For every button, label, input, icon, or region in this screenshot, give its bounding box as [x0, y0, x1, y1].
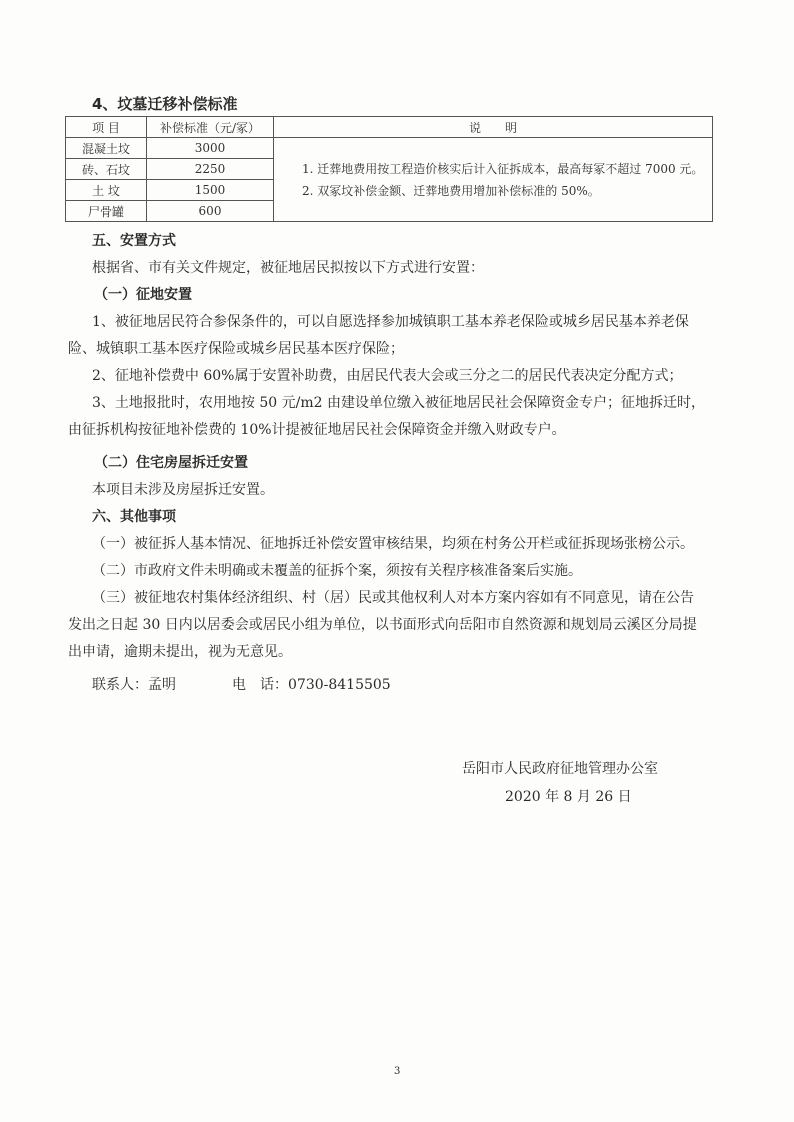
- paragraph: （二）市政府文件未明确或未覆盖的征拆个案，须按有关程序核准备案后实施。: [92, 563, 582, 579]
- paragraph: 1、被征地居民符合参保条件的，可以自愿选择参加城镇职工基本养老保险或城乡居民基本养老保: [92, 314, 689, 330]
- row-item: 砖、石坟: [66, 159, 147, 180]
- page-number: 3: [394, 1066, 401, 1077]
- paragraph: 由征拆机构按征地补偿费的 10%计提被征地居民社会保障资金并缴入财政专户。: [68, 422, 566, 438]
- paragraph: 本项目未涉及房屋拆迁安置。: [92, 482, 274, 498]
- note-2: 2. 双冢坟补偿金额、迁葬地费用增加补偿标准的 50%。: [302, 183, 600, 198]
- row-item: 土 坟: [66, 180, 147, 201]
- notes-cell: [274, 138, 713, 222]
- signature-org: 岳阳市人民政府征地管理办公室: [462, 761, 658, 777]
- paragraph: （三）被征地农村集体经济组织、村（居）民或其他权利人对本方案内容如有不同意见，请在公告: [92, 590, 694, 606]
- row-value: 2250: [147, 159, 274, 180]
- paragraph: 出申请，逾期未提出，视为无意见。: [68, 644, 292, 660]
- row-value: 600: [147, 201, 274, 222]
- subsection-heading: （一）征地安置: [94, 287, 192, 303]
- table-title: 4、坟墓迁移补偿标准: [92, 95, 238, 113]
- row-value: 3000: [147, 138, 274, 159]
- paragraph: 险、城镇职工基本医疗保险或城乡居民基本医疗保险；: [68, 341, 404, 357]
- paragraph: 2、征地补偿费中 60%属于安置补助费，由居民代表大会或三分之二的居民代表决定分配方式；: [92, 368, 683, 384]
- section-heading: 六、其他事项: [92, 509, 176, 525]
- paragraph: 根据省、市有关文件规定，被征地居民拟按以下方式进行安置：: [92, 260, 484, 276]
- paragraph: （一）被征拆人基本情况、征地拆迁补偿安置审核结果，均须在村务公开栏或征拆现场张榜公示。: [92, 536, 694, 552]
- header-notes: 说 明: [274, 117, 713, 138]
- contact-line: 联系人：孟明 电 话：0730-8415505: [92, 677, 391, 693]
- paragraph: 3、土地报批时，农用地按 50 元/m2 由建设单位缴入被征地居民社会保障资金专户；征地拆迁时，: [92, 395, 705, 411]
- table-header-row: [66, 117, 713, 138]
- header-item: 项 目: [66, 117, 147, 138]
- table-row: [66, 138, 713, 159]
- note-1: 1. 迁葬地费用按工程造价核实后计入征拆成本，最高每冢不超过 7000 元。: [302, 161, 704, 176]
- section-heading: 五、安置方式: [92, 233, 176, 249]
- row-item: 尸骨罐: [66, 201, 147, 222]
- header-standard: 补偿标准（元/冢）: [147, 117, 274, 138]
- row-item: 混凝土坟: [66, 138, 147, 159]
- subsection-heading: （二）住宅房屋拆迁安置: [94, 455, 248, 471]
- signature-date: 2020 年 8 月 26 日: [505, 789, 632, 805]
- compensation-table: [65, 116, 713, 222]
- row-value: 1500: [147, 180, 274, 201]
- paragraph: 发出之日起 30 日内以居委会或居民小组为单位，以书面形式向岳阳市自然资源和规划局云溪区分局提: [68, 617, 697, 633]
